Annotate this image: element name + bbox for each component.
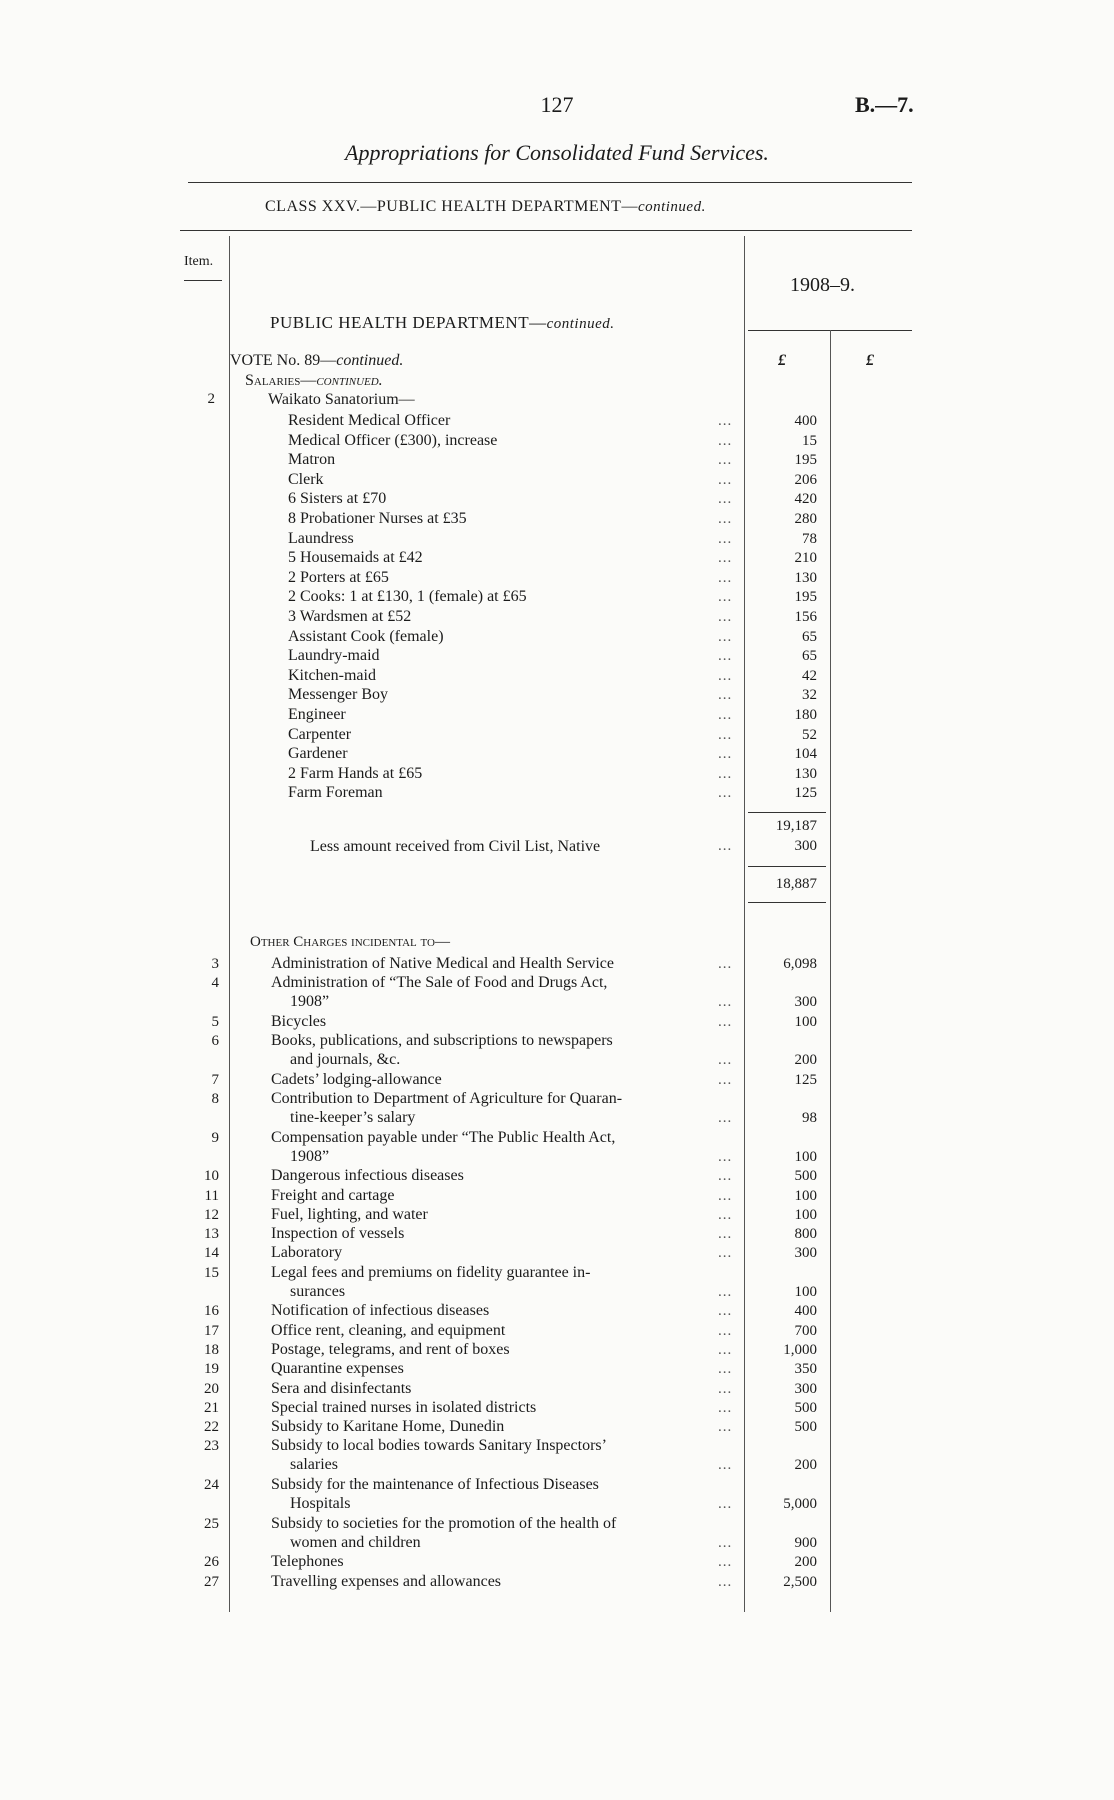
charge-row (0, 1070, 1114, 1089)
currency-symbol-1: £ (778, 352, 786, 369)
salary-label: Medical Officer (£300), increase (288, 432, 498, 449)
leader-dots: ... (718, 648, 733, 664)
class-title-italic: continued. (637, 199, 706, 215)
charge-row (0, 973, 1114, 1012)
charge-amount: 125 (794, 1072, 817, 1088)
charge-label: Postage, telegrams, and rent of boxes (271, 1341, 510, 1358)
charge-amount: 100 (794, 1207, 817, 1223)
item-number: 10 (204, 1168, 219, 1184)
salary-amount: 42 (802, 668, 817, 684)
rule-under-class (180, 230, 912, 231)
salary-row (0, 489, 1114, 509)
leader-dots: ... (718, 994, 733, 1010)
charge-label: and journals, &c. (290, 1051, 401, 1068)
charge-row (0, 1340, 1114, 1359)
salary-amount: 195 (794, 589, 817, 605)
item-number: 5 (211, 1014, 219, 1030)
charge-row (0, 1301, 1114, 1320)
charge-label: women and children (290, 1534, 421, 1551)
item-number: 22 (204, 1419, 219, 1435)
department-name: PUBLIC HEALTH DEPARTMENT— (270, 313, 547, 332)
leader-dots: ... (718, 668, 733, 684)
leader-dots: ... (718, 1303, 733, 1319)
item-number: 16 (204, 1303, 219, 1319)
department-name-italic: continued. (546, 316, 615, 332)
salary-label: 2 Cooks: 1 at £130, 1 (female) at £65 (288, 588, 527, 605)
charge-amount: 5,000 (783, 1496, 817, 1512)
charge-label: Cadets’ lodging-allowance (271, 1071, 442, 1088)
salary-label: 5 Housemaids at £42 (288, 549, 423, 566)
leader-dots: ... (718, 1381, 733, 1397)
charge-row (0, 954, 1114, 973)
salary-row (0, 627, 1114, 647)
leader-dots: ... (718, 413, 733, 429)
salary-amount: 280 (794, 511, 817, 527)
charge-label: salaries (290, 1456, 338, 1473)
salary-label: Resident Medical Officer (288, 412, 451, 429)
charge-label: Quarantine expenses (271, 1360, 404, 1377)
class-title-text: CLASS XXV.—PUBLIC HEALTH DEPARTMENT— (265, 198, 638, 215)
salary-row (0, 705, 1114, 725)
charge-label: tine-keeper’s salary (290, 1109, 416, 1126)
salary-row (0, 725, 1114, 745)
rule-top (188, 182, 912, 183)
page-number: 127 (540, 92, 574, 117)
leader-dots: ... (718, 570, 733, 586)
salaries-label: Salaries— (245, 372, 317, 389)
charge-label: 1908” (290, 993, 330, 1010)
charge-amount: 500 (794, 1400, 817, 1416)
charge-amount: 700 (794, 1323, 817, 1339)
charge-row (0, 1359, 1114, 1378)
currency-symbol-2: £ (866, 352, 874, 369)
item-number: 9 (211, 1130, 219, 1146)
leader-dots: ... (718, 1284, 733, 1300)
salary-amount: 15 (802, 433, 817, 449)
salary-amount: 206 (794, 472, 817, 488)
charge-amount: 200 (794, 1457, 817, 1473)
salary-row (0, 509, 1114, 529)
salary-amount: 156 (794, 609, 817, 625)
item-number: 3 (211, 956, 219, 972)
salary-row (0, 764, 1114, 784)
charge-label: surances (290, 1283, 346, 1300)
salary-label: Assistant Cook (female) (288, 628, 444, 645)
item-number: 19 (204, 1361, 219, 1377)
leader-dots: ... (718, 511, 733, 527)
salary-row (0, 666, 1114, 686)
salary-row (0, 548, 1114, 568)
item-column-header: Item. (184, 254, 214, 269)
salary-row (0, 568, 1114, 588)
leader-dots: ... (718, 1207, 733, 1223)
charge-amount: 500 (794, 1419, 817, 1435)
leader-dots: ... (718, 727, 733, 743)
leader-dots: ... (718, 1072, 733, 1088)
less-label: Less amount received from Civil List, Native (310, 838, 601, 855)
salary-label: Clerk (288, 471, 324, 488)
charge-row (0, 1186, 1114, 1205)
charge-amount: 100 (794, 1014, 817, 1030)
charge-label: Inspection of vessels (271, 1225, 405, 1242)
charge-row (0, 1475, 1114, 1514)
charge-row (0, 1514, 1114, 1553)
group-heading: Waikato Sanatorium— (268, 391, 415, 408)
charge-amount: 200 (794, 1554, 817, 1570)
item-number: 23 (204, 1438, 219, 1454)
vote-italic: continued. (336, 352, 404, 369)
charge-label: Legal fees and premiums on fidelity guarantee in- (271, 1264, 591, 1281)
charge-amount: 200 (794, 1052, 817, 1068)
salary-label: Laundress (288, 530, 354, 547)
salary-row (0, 450, 1114, 470)
leader-dots: ... (718, 956, 733, 972)
leader-dots: ... (718, 746, 733, 762)
charge-row (0, 1398, 1114, 1417)
salary-row (0, 783, 1114, 803)
charge-row (0, 1128, 1114, 1167)
charge-label: Contribution to Department of Agriculture for Quaran- (271, 1090, 623, 1107)
salary-label: 8 Probationer Nurses at £35 (288, 510, 467, 527)
charge-amount: 1,000 (783, 1342, 817, 1358)
charge-label: Administration of Native Medical and Health Service (271, 955, 615, 972)
leader-dots: ... (718, 1535, 733, 1551)
leader-dots: ... (718, 531, 733, 547)
charge-label: Sera and disinfectants (271, 1380, 412, 1397)
charge-label: Telephones (271, 1553, 344, 1570)
salary-label: Matron (288, 451, 336, 468)
item-number: 8 (211, 1091, 219, 1107)
item-number: 2 (207, 391, 215, 407)
year-header: 1908–9. (790, 274, 855, 296)
leader-dots: ... (718, 1323, 733, 1339)
charge-amount: 900 (794, 1535, 817, 1551)
item-number: 20 (204, 1381, 219, 1397)
charge-row (0, 1379, 1114, 1398)
charge-amount: 98 (802, 1110, 817, 1126)
charge-row (0, 1012, 1114, 1031)
leader-dots: ... (718, 1110, 733, 1126)
salary-amount: 32 (802, 687, 817, 703)
charge-amount: 100 (794, 1284, 817, 1300)
charge-amount: 350 (794, 1361, 817, 1377)
salary-label: Carpenter (288, 726, 352, 743)
item-number: 4 (211, 975, 219, 991)
charge-label: Subsidy for the maintenance of Infectious Diseases (271, 1476, 599, 1493)
leader-dots: ... (718, 1574, 733, 1590)
salary-row (0, 529, 1114, 549)
charge-row (0, 1321, 1114, 1340)
charge-amount: 100 (794, 1149, 817, 1165)
leader-dots: ... (718, 629, 733, 645)
item-number: 15 (204, 1265, 219, 1281)
salary-amount: 65 (802, 648, 817, 664)
charge-amount: 300 (794, 1381, 817, 1397)
charge-label: Administration of “The Sale of Food and Drugs Act, (271, 974, 608, 991)
leader-dots: ... (718, 452, 733, 468)
charge-label: Hospitals (290, 1495, 351, 1512)
salary-amount: 104 (794, 746, 817, 762)
charge-label: Subsidy to local bodies towards Sanitary Inspectors’ (271, 1437, 607, 1454)
charge-row (0, 1166, 1114, 1185)
leader-dots: ... (718, 687, 733, 703)
salaries-subtotal: 19,187 (775, 818, 817, 834)
item-number: 7 (211, 1072, 219, 1088)
charge-row (0, 1417, 1114, 1436)
salary-row (0, 411, 1114, 431)
salary-label: 2 Farm Hands at £65 (288, 765, 423, 782)
leader-dots: ... (718, 1014, 733, 1030)
leader-dots: ... (718, 838, 733, 854)
salary-label: Engineer (288, 706, 346, 723)
salaries-italic: continued. (316, 372, 383, 389)
item-number: 13 (204, 1226, 219, 1242)
charge-row (0, 1224, 1114, 1243)
leader-dots: ... (718, 1419, 733, 1435)
item-number: 26 (204, 1554, 219, 1570)
net-total: 18,887 (775, 876, 817, 892)
leader-dots: ... (718, 491, 733, 507)
salary-amount: 400 (794, 413, 817, 429)
charge-label: Freight and cartage (271, 1187, 395, 1204)
salary-label: Laundry-maid (288, 647, 380, 664)
rule-net-bottom (748, 902, 826, 903)
charge-row (0, 1552, 1114, 1571)
charge-label: Compensation payable under “The Public Health Act, (271, 1129, 616, 1146)
salary-label: 6 Sisters at £70 (288, 490, 387, 507)
charge-amount: 400 (794, 1303, 817, 1319)
charge-label: Subsidy to Karitane Home, Dunedin (271, 1418, 505, 1435)
item-number: 27 (204, 1574, 219, 1590)
salary-row (0, 587, 1114, 607)
leader-dots: ... (718, 1457, 733, 1473)
item-number: 6 (211, 1033, 219, 1049)
vote-heading (230, 352, 403, 370)
leader-dots: ... (718, 766, 733, 782)
item-number: 21 (204, 1400, 219, 1416)
salary-label: Gardener (288, 745, 348, 762)
charge-row (0, 1205, 1114, 1224)
item-number: 12 (204, 1207, 219, 1223)
leader-dots: ... (718, 785, 733, 801)
leader-dots: ... (718, 609, 733, 625)
salaries-heading (245, 372, 383, 390)
item-number: 25 (204, 1516, 219, 1532)
salary-row (0, 685, 1114, 705)
salary-row (0, 646, 1114, 666)
charge-row (0, 1089, 1114, 1128)
charge-label: Office rent, cleaning, and equipment (271, 1322, 506, 1339)
salary-amount: 195 (794, 452, 817, 468)
item-number: 11 (204, 1188, 219, 1204)
charge-label: Dangerous infectious diseases (271, 1167, 464, 1184)
salary-amount: 125 (794, 785, 817, 801)
charge-amount: 100 (794, 1188, 817, 1204)
charge-row (0, 1243, 1114, 1262)
leader-dots: ... (718, 1361, 733, 1377)
salary-label: 2 Porters at £65 (288, 569, 389, 586)
charge-label: Books, publications, and subscriptions to newspapers (271, 1032, 613, 1049)
item-number: 14 (204, 1245, 219, 1261)
charge-label: Notification of infectious diseases (271, 1302, 490, 1319)
rule-item-header (184, 280, 222, 281)
leader-dots: ... (718, 472, 733, 488)
charge-label: Fuel, lighting, and water (271, 1206, 428, 1223)
salary-amount: 420 (794, 491, 817, 507)
leader-dots: ... (718, 1052, 733, 1068)
other-charges-heading: Other Charges incidental to— (250, 934, 450, 950)
charge-amount: 6,098 (783, 956, 817, 972)
leader-dots: ... (718, 1554, 733, 1570)
leader-dots: ... (718, 433, 733, 449)
salary-amount: 210 (794, 550, 817, 566)
charge-label: 1908” (290, 1148, 330, 1165)
charge-label: Travelling expenses and allowances (271, 1573, 502, 1590)
leader-dots: ... (718, 1168, 733, 1184)
charge-label: Subsidy to societies for the promotion of the health of (271, 1515, 617, 1532)
item-number: 17 (204, 1323, 219, 1339)
document-reference: B.—7. (855, 92, 914, 117)
salary-label: 3 Wardsmen at £52 (288, 608, 412, 625)
department-heading (270, 313, 614, 333)
charge-amount: 300 (794, 1245, 817, 1261)
charge-row (0, 1031, 1114, 1070)
leader-dots: ... (718, 1226, 733, 1242)
charge-label: Special trained nurses in isolated districts (271, 1399, 537, 1416)
page-title: Appropriations for Consolidated Fund Services. (345, 140, 769, 165)
rule-subtotal (748, 812, 826, 813)
charge-row (0, 1572, 1114, 1591)
leader-dots: ... (718, 1342, 733, 1358)
charge-amount: 500 (794, 1168, 817, 1184)
leader-dots: ... (718, 550, 733, 566)
charge-amount: 300 (794, 994, 817, 1010)
salary-amount: 65 (802, 629, 817, 645)
item-number: 24 (204, 1477, 219, 1493)
leader-dots: ... (718, 707, 733, 723)
charge-amount: 2,500 (783, 1574, 817, 1590)
less-amount: 300 (794, 838, 817, 854)
leader-dots: ... (718, 1149, 733, 1165)
salary-amount: 78 (802, 531, 817, 547)
salary-row (0, 607, 1114, 627)
salary-amount: 180 (794, 707, 817, 723)
leader-dots: ... (718, 1496, 733, 1512)
leader-dots: ... (718, 1188, 733, 1204)
salary-label: Farm Foreman (288, 784, 383, 801)
class-title (265, 198, 706, 216)
item-number: 18 (204, 1342, 219, 1358)
salary-row (0, 431, 1114, 451)
leader-dots: ... (718, 589, 733, 605)
charge-label: Laboratory (271, 1244, 343, 1261)
salary-amount: 130 (794, 570, 817, 586)
leader-dots: ... (718, 1245, 733, 1261)
leader-dots: ... (718, 1400, 733, 1416)
salary-row (0, 470, 1114, 490)
charge-label: Bicycles (271, 1013, 327, 1030)
charge-row (0, 1263, 1114, 1302)
charge-row (0, 1436, 1114, 1475)
rule-net-top (748, 866, 826, 867)
salary-label: Kitchen-maid (288, 667, 376, 684)
salary-amount: 130 (794, 766, 817, 782)
salary-label: Messenger Boy (288, 686, 388, 703)
salary-amount: 52 (802, 727, 817, 743)
salary-row (0, 744, 1114, 764)
charge-amount: 800 (794, 1226, 817, 1242)
vote-label: VOTE No. 89— (230, 352, 337, 369)
